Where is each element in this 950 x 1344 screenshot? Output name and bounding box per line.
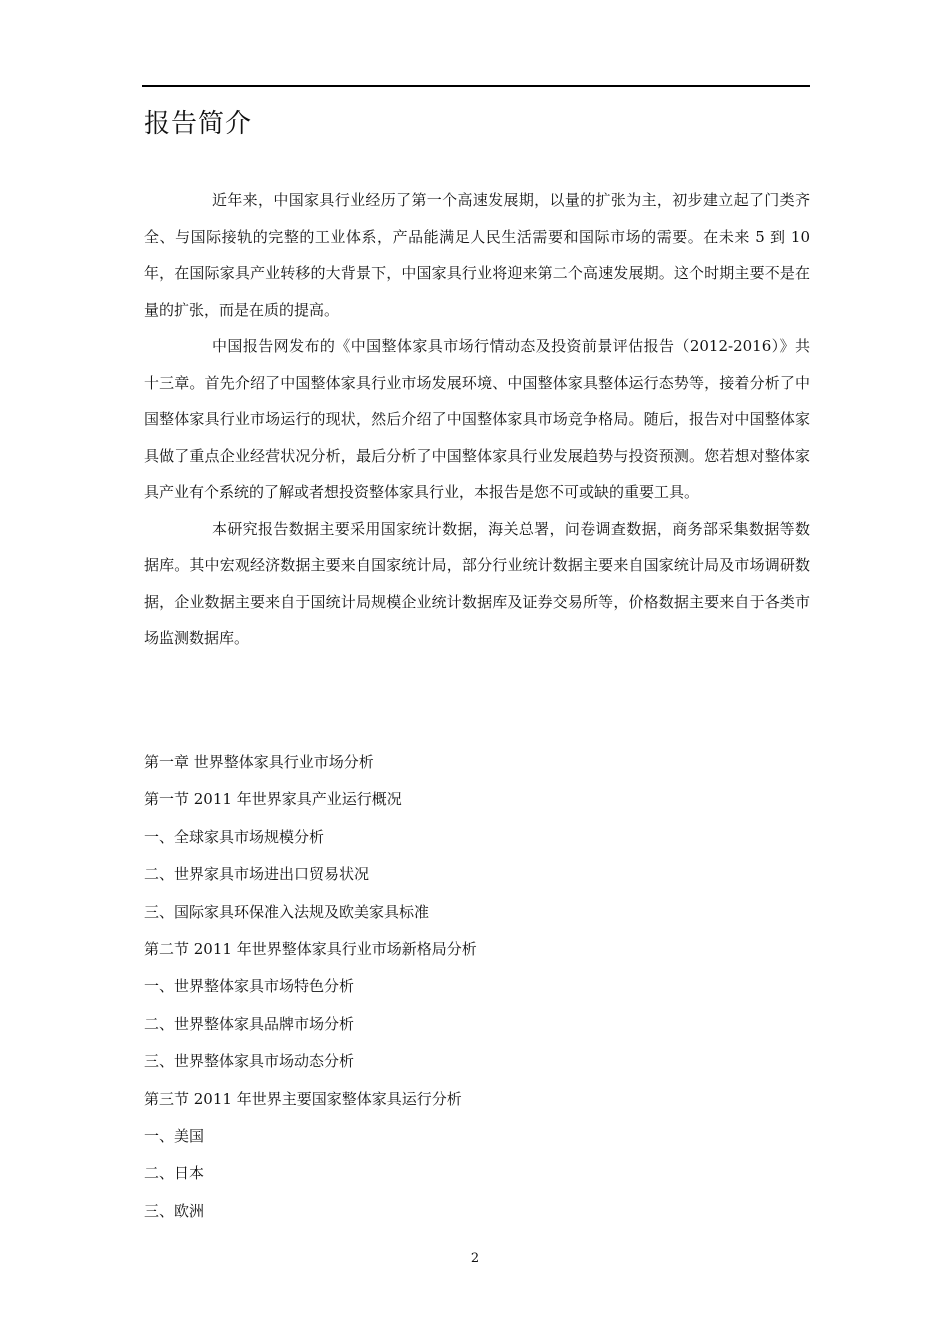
- header-rule: [142, 85, 810, 87]
- toc-section: 第二节 2011 年世界整体家具行业市场新格局分析: [144, 939, 477, 958]
- toc-item: 三、国际家具环保准入法规及欧美家具标准: [144, 902, 430, 921]
- toc-section: 第一节 2011 年世界家具产业运行概况: [144, 790, 402, 809]
- intro-section: [144, 182, 810, 657]
- toc-item: 一、全球家具市场规模分析: [144, 827, 325, 846]
- toc-item: 二、世界整体家具品牌市场分析: [144, 1014, 355, 1033]
- table-of-contents: [144, 744, 810, 1230]
- toc-item: 二、世界家具市场进出口贸易状况: [144, 865, 370, 884]
- toc-item: 一、美国: [144, 1126, 205, 1145]
- intro-paragraph: 近年来，中国家具行业经历了第一个高速发展期，以量的扩张为主，初步建立起了门类齐全、与国际接轨的完整的工业体系，产品能满足人民生活需要和国际市场的需要。在未来 5 到 10 年，在国际家具产业转移的大背景下，中国家具行业将迎来第二个高速发展期。这个时期主要不是在量的扩张，而是在质的提高。: [144, 191, 810, 319]
- page-title: 报告简介: [144, 109, 253, 139]
- intro-paragraph: 中国报告网发布的《中国整体家具市场行情动态及投资前景评估报告（2012-2016）》共十三章。首先介绍了中国整体家具行业市场发展环境、中国整体家具整体运行态势等，接着分析了中国整体家具行业市场运行的现状，然后介绍了中国整体家具市场竞争格局。随后，报告对中国整体家具做了重点企业经营状况分析，最后分析了中国整体家具行业发展趋势与投资预测。您若想对整体家具产业有个系统的了解或者想投资整体家具行业，本报告是您不可或缺的重要工具。: [144, 337, 810, 501]
- toc-item: 三、世界整体家具市场动态分析: [144, 1052, 355, 1071]
- page-number: 2: [470, 1251, 480, 1266]
- toc-section: 第三节 2011 年世界主要国家整体家具运行分析: [144, 1089, 462, 1108]
- toc-item: 二、日本: [144, 1164, 205, 1183]
- toc-item: 一、世界整体家具市场特色分析: [144, 977, 355, 996]
- intro-paragraph: 本研究报告数据主要采用国家统计数据，海关总署，问卷调查数据，商务部采集数据等数据库。其中宏观经济数据主要来自国家统计局，部分行业统计数据主要来自国家统计局及市场调研数据，企业数据主要来自于国统计局规模企业统计数据库及证券交易所等，价格数据主要来自于各类市场监测数据库。: [144, 519, 810, 647]
- toc-chapter: 第一章 世界整体家具行业市场分析: [144, 753, 374, 771]
- toc-item: 三、欧洲: [144, 1201, 205, 1220]
